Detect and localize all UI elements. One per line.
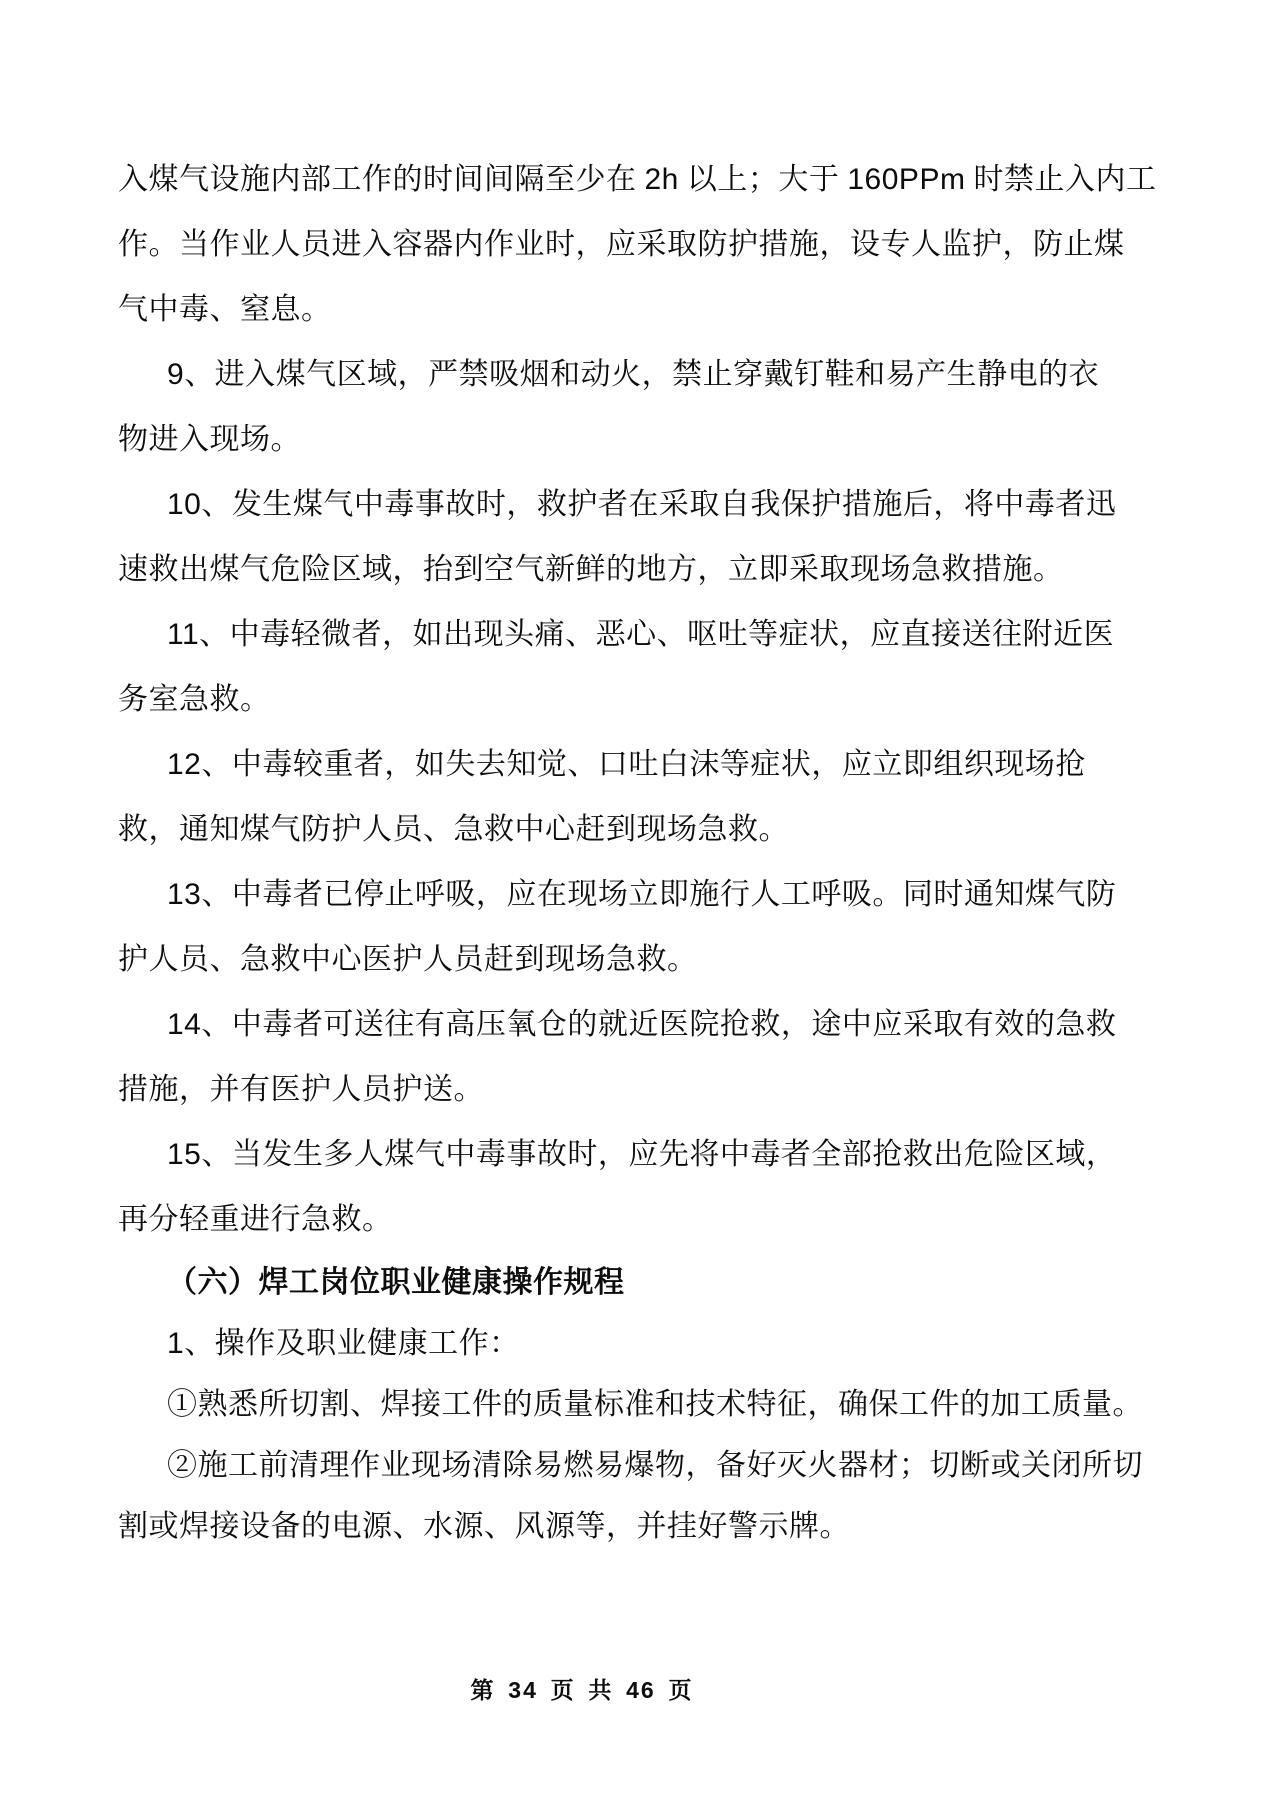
text-line: 护人员、急救中心医护人员赶到现场急救。 (118, 943, 698, 976)
text-line: ①熟悉所切割、焊接工件的质量标准和技术特征，确保工件的加工质量。 (167, 1388, 1143, 1421)
text-line: 物进入现场。 (118, 423, 301, 456)
text-line: 救，通知煤气防护人员、急救中心赶到现场急救。 (118, 813, 789, 846)
section-heading: （六）焊工岗位职业健康操作规程 (167, 1266, 625, 1299)
text-line: 14、中毒者可送往有高压氧仓的就近医院抢救，途中应采取有效的急救 (167, 1008, 1117, 1041)
text-line: 10、发生煤气中毒事故时，救护者在采取自我保护措施后，将中毒者迅 (167, 488, 1117, 521)
text-line: 气中毒、窒息。 (118, 293, 332, 326)
text-line: 务室急救。 (118, 683, 271, 716)
text-line: 13、中毒者已停止呼吸，应在现场立即施行人工呼吸。同时通知煤气防 (167, 878, 1117, 911)
text-line: 速救出煤气危险区域，抬到空气新鲜的地方，立即采取现场急救措施。 (118, 553, 1064, 586)
text-line: 15、当发生多人煤气中毒事故时，应先将中毒者全部抢救出危险区域， (167, 1138, 1117, 1171)
text-line: 11、中毒轻微者，如出现头痛、恶心、呕吐等症状，应直接送往附近医 (167, 618, 1115, 651)
text-line: 作。当作业人员进入容器内作业时，应采取防护措施，设专人监护，防止煤 (118, 228, 1125, 261)
page-number: 第 34 页 共 46 页 (470, 1677, 694, 1703)
text-line: 9、进入煤气区域，严禁吸烟和动火，禁止穿戴钉鞋和易产生静电的衣 (167, 358, 1100, 391)
text-line: 1、操作及职业健康工作： (167, 1327, 520, 1360)
text-line: 再分轻重进行急救。 (118, 1203, 393, 1236)
text-line: ②施工前清理作业现场清除易燃易爆物，备好灭火器材；切断或关闭所切 (167, 1449, 1143, 1482)
text-line: 入煤气设施内部工作的时间间隔至少在 2h 以上；大于 160PPm 时禁止入内工 (118, 163, 1157, 196)
page-footer (0, 1672, 1222, 1705)
text-line: 12、中毒较重者，如失去知觉、口吐白沫等症状，应立即组织现场抢 (167, 748, 1086, 781)
document-body (118, 147, 1157, 1557)
text-line: 割或焊接设备的电源、水源、风源等，并挂好警示牌。 (118, 1510, 850, 1543)
text-line: 措施，并有医护人员护送。 (118, 1073, 484, 1106)
